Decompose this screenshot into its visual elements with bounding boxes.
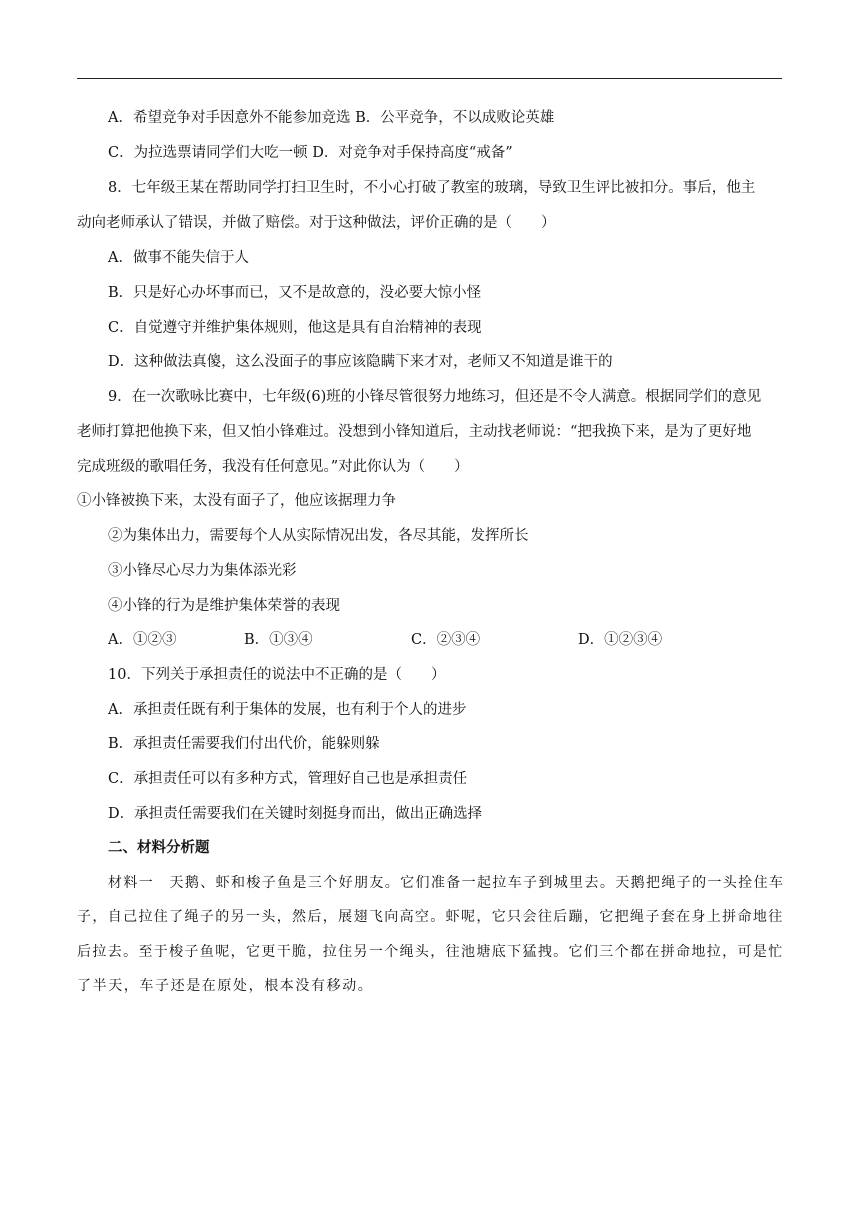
q10-option-a: A．承担责任既有利于集体的发展，也有利于个人的进步 bbox=[108, 702, 467, 718]
material1-line2: 子，自己拉住了绳子的另一头，然后，展翅飞向高空。虾呢，它只会往后蹦，它把绳子套在身上拼命地往 bbox=[77, 909, 784, 925]
header-rule bbox=[77, 78, 782, 79]
q9-statement-1: ①小锋被换下来，太没有面子了，他应该据理力争 bbox=[77, 493, 396, 509]
q8-stem-line1: 8．七年级王某在帮助同学打扫卫生时，不小心打破了教室的玻璃，导致卫生评比被扣分。事后，他主 bbox=[108, 180, 756, 196]
q9-statement-2: ②为集体出力，需要每个人从实际情况出发，各尽其能，发挥所长 bbox=[108, 528, 529, 544]
q8-option-c: C．自觉遵守并维护集体规则，他这是具有自治精神的表现 bbox=[108, 320, 482, 336]
q8-stem-line2: 动向老师承认了错误，并做了赔偿。对于这种做法，评价正确的是（ ） bbox=[77, 215, 556, 231]
q10-stem: 10．下列关于承担责任的说法中不正确的是（ ） bbox=[108, 667, 446, 683]
q9-stem-line2: 老师打算把他换下来，但又怕小锋难过。没想到小锋知道后，主动找老师说：“把我换下来，是为了更好地 bbox=[77, 424, 752, 440]
q9-option-c: C．②③④ bbox=[411, 632, 481, 648]
q9-option-d: D．①②③④ bbox=[578, 632, 663, 648]
q9-stem-line3: 完成班级的歌唱任务，我没有任何意见。”对此你认为（ ） bbox=[77, 459, 469, 475]
q9-option-b: B．①③④ bbox=[244, 632, 313, 648]
q9-stem-line1: 9．在一次歌咏比赛中，七年级(6)班的小锋尽管很努力地练习，但还是不令人满意。根据同学们的意见 bbox=[108, 389, 762, 405]
q7-options-ab: A．希望竞争对手因意外不能参加竞选 B．公平竞争，不以成败论英雄 bbox=[108, 110, 555, 126]
material1-line4: 了半天，车子还是在原处，根本没有移动。 bbox=[77, 978, 374, 994]
section-heading-material-analysis: 二、材料分析题 bbox=[108, 839, 210, 856]
q8-option-a: A．做事不能失信于人 bbox=[108, 250, 249, 266]
q8-option-d: D．这种做法真傻，这么没面子的事应该隐瞒下来才对，老师又不知道是谁干的 bbox=[108, 354, 613, 370]
q10-option-c: C．承担责任可以有多种方式，管理好自己也是承担责任 bbox=[108, 771, 468, 787]
q9-statement-4: ④小锋的行为是维护集体荣誉的表现 bbox=[108, 598, 340, 614]
q10-option-b: B．承担责任需要我们付出代价，能躲则躲 bbox=[108, 736, 380, 752]
q8-option-b: B．只是好心办坏事而已，又不是故意的，没必要大惊小怪 bbox=[108, 285, 482, 301]
q9-statement-3: ③小锋尽心尽力为集体添光彩 bbox=[108, 563, 297, 579]
q7-options-cd: C．为拉选票请同学们大吃一顿 D．对竞争对手保持高度“戒备” bbox=[108, 145, 513, 161]
q9-option-a: A．①②③ bbox=[108, 632, 177, 648]
material1-line3: 后拉去。至于梭子鱼呢，它更干脆，拉住另一个绳头，往池塘底下猛拽。它们三个都在拼命地拉，可是忙 bbox=[77, 944, 784, 960]
material1-line1: 材料一 天鹅、虾和梭子鱼是三个好朋友。它们准备一起拉车子到城里去。天鹅把绳子的一头拴住车 bbox=[108, 875, 785, 891]
q10-option-d: D．承担责任需要我们在关键时刻挺身而出，做出正确选择 bbox=[108, 806, 483, 822]
